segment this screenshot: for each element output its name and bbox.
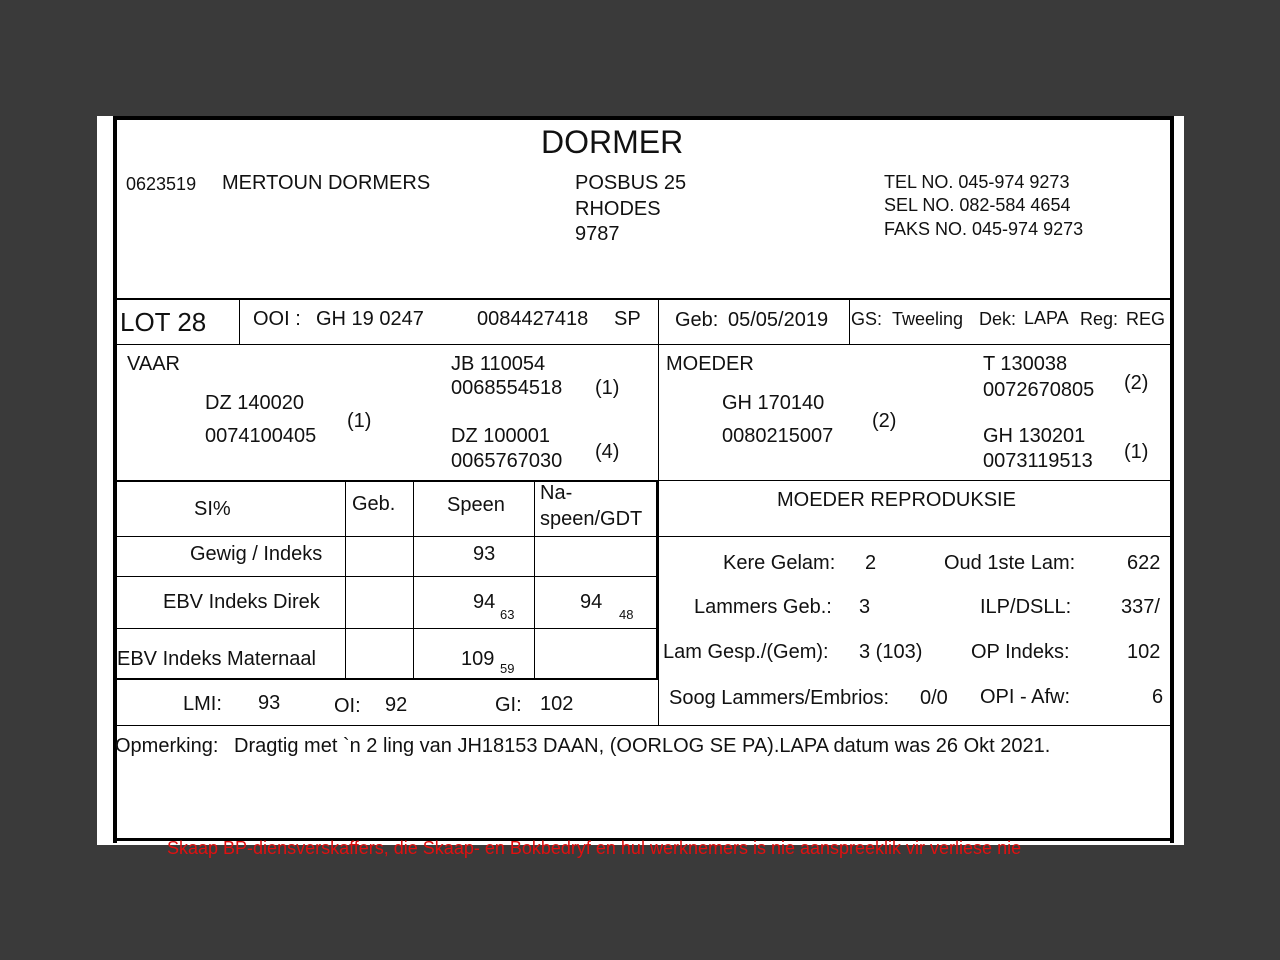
breeder-name: MERTOUN DORMERS [222,172,431,194]
ooi-label: OOI : [253,308,301,330]
vaar-dam-note: (4) [595,441,620,463]
divider-si-v1 [345,481,346,679]
row-gewig-speen: 93 [473,543,496,565]
moeder-sire-id: T 130038 [983,353,1068,375]
tel-number: TEL NO. 045-974 9273 [884,172,1070,192]
divider-repro-head [658,536,1172,537]
gs-label: GS: [851,309,883,329]
moeder-sire-note: (2) [1124,372,1149,394]
gi-value: 102 [540,693,574,715]
kere-gelam-label: Kere Gelam: [723,552,836,574]
gs-value: Tweeling [892,309,964,329]
divider-si-v2 [413,481,414,679]
vaar-label: VAAR [127,353,180,375]
divider-header [113,298,1174,300]
vaar-dam-id: DZ 100001 [451,425,550,447]
ooi-code: SP [614,308,641,330]
gi-label: GI: [495,694,522,716]
vaar-sire-note: (1) [595,377,620,399]
vaar-sire-number: 0068554518 [451,377,563,399]
op-indeks-value: 102 [1127,641,1161,663]
geb-header: Geb. [352,493,396,515]
frame-top [113,116,1174,120]
op-indeks-label: OP Indeks: [971,641,1070,663]
divider-lot-v2 [658,299,659,726]
ooi-id: GH 19 0247 [316,308,424,330]
vaar-dam-number: 0065767030 [451,450,563,472]
divider-pedigree-left [115,480,658,482]
kere-gelam-value: 2 [865,552,877,574]
lammers-geb-label: Lammers Geb.: [694,596,832,618]
divider-si-v4 [656,481,658,679]
opi-value: 6 [1152,686,1164,708]
row-label-ebv-maternaal: EBV Indeks Maternaal [117,648,316,670]
divider-si-bottom [115,678,658,680]
divider-lot [115,344,1172,345]
vaar-sire-id: JB 110054 [451,353,546,375]
divider-pedigree-right [658,480,1172,481]
vaar-id: DZ 140020 [205,392,304,414]
vaar-note: (1) [347,410,372,432]
divider-si-row2 [115,628,658,629]
row-label-gewig: Gewig / Indeks [190,543,323,565]
ooi-number: 0084427418 [477,308,589,330]
vaar-number: 0074100405 [205,425,317,447]
lam-gesp-label: Lam Gesp./(Gem): [663,641,829,663]
moeder-dam-number: 0073119513 [983,450,1093,472]
lot-card [97,116,1184,858]
oi-value: 92 [385,694,408,716]
footer-note: Skaap BP-diensverskaffers, die Skaap- en Bokbedryf en hul werknemers is nie aanspreeklik vir verliese nie [167,838,1022,858]
ilp-label: ILP/DSLL: [980,596,1072,618]
speen-header: Speen [447,494,505,516]
geb-date: 05/05/2019 [728,309,829,331]
soog-value: 0/0 [920,687,948,709]
repro-title: MOEDER REPRODUKSIE [777,489,1016,511]
row-ebv-maternaal-speen: 109 [461,648,495,670]
si-header: SI% [194,498,231,520]
address-line-1: POSBUS 25 [575,172,687,194]
row-ebv-maternaal-speen-sub: 59 [500,661,515,676]
divider-opmerking [115,725,1172,726]
dek-label: Dek: [979,309,1017,329]
lot-number: LOT 28 [120,307,207,337]
row-ebv-direk-naspeen: 94 [580,591,603,613]
moeder-label: MOEDER [666,353,754,375]
opmerking-label: Opmerking: [115,735,219,757]
moeder-dam-note: (1) [1124,441,1149,463]
address-line-3: 9787 [575,223,620,245]
opmerking-text: Dragtig met `n 2 ling van JH18153 DAAN, (OORLOG SE PA).LAPA datum was 26 Okt 2021. [234,735,1051,757]
naspeen-header-1: Na- [540,482,573,504]
moeder-note: (2) [872,410,897,432]
row-label-ebv-direk: EBV Indeks Direk [163,591,320,613]
moeder-number: 0080215007 [722,425,834,447]
soog-label: Soog Lammers/Embrios: [669,687,890,709]
lmi-value: 93 [258,692,281,714]
oud-label: Oud 1ste Lam: [944,552,1076,574]
divider-si-v3 [534,481,535,679]
oud-value: 622 [1127,552,1161,574]
ilp-value: 337/ [1121,596,1160,618]
moeder-sire-number: 0072670805 [983,379,1095,401]
reg-value: REG [1126,309,1166,329]
opi-label: OPI - Afw: [980,686,1071,708]
divider-si-head [115,536,658,537]
reg-label: Reg: [1080,309,1119,329]
divider-lot-v3 [849,299,850,345]
sel-number: SEL NO. 082-584 4654 [884,195,1071,215]
page-title: DORMER [541,124,684,160]
lam-gesp-value: 3 (103) [859,641,923,663]
row-ebv-direk-speen: 94 [473,591,496,613]
breeder-number: 0623519 [126,174,197,194]
moeder-id: GH 170140 [722,392,825,414]
oi-label: OI: [334,695,361,717]
lmi-label: LMI: [183,693,222,715]
dek-value: LAPA [1024,308,1069,328]
moeder-dam-id: GH 130201 [983,425,1086,447]
divider-si-row1 [115,576,658,577]
divider-lot-v1 [239,299,240,345]
row-ebv-direk-naspeen-sub: 48 [619,607,634,622]
address-line-2: RHODES [575,198,661,220]
faks-number: FAKS NO. 045-974 9273 [884,219,1084,239]
naspeen-header-2: speen/GDT [540,508,643,530]
row-ebv-direk-speen-sub: 63 [500,607,515,622]
lammers-geb-value: 3 [859,596,871,618]
geb-label: Geb: [675,309,719,331]
